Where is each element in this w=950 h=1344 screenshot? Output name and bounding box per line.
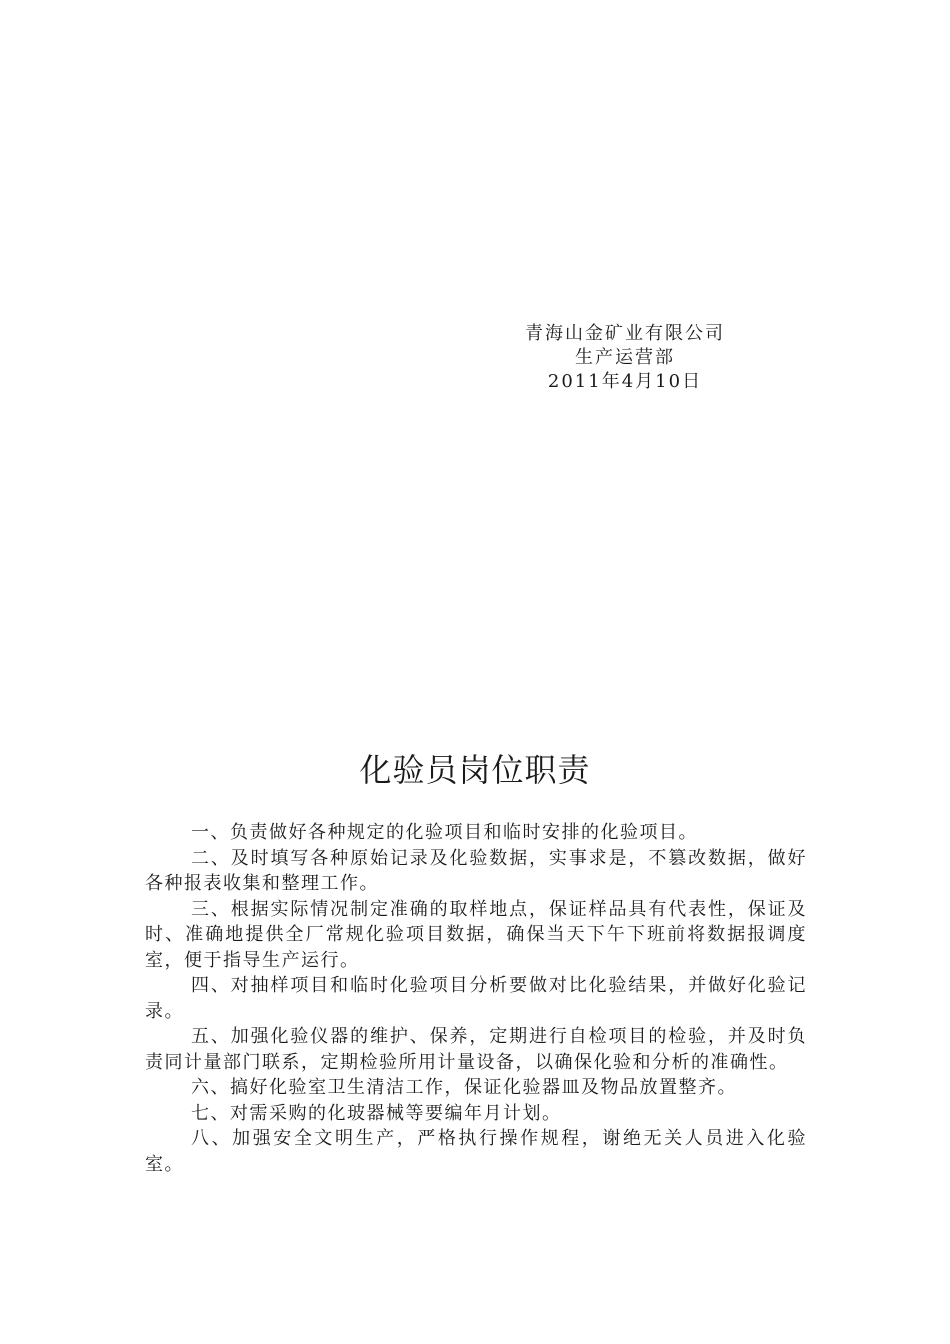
duties-list (145, 820, 807, 1177)
document-title: 化验员岗位职责 (359, 751, 591, 789)
company-name: 青海山金矿业有限公司 (525, 323, 725, 344)
duty-item: 八、加强安全文明生产，严格执行操作规程，谢绝无关人员进入化验室。 (145, 1128, 807, 1175)
duty-item: 三、根据实际情况制定准确的取样地点，保证样品具有代表性，保证及时、准确地提供全厂常规化验项目数据，确保当天下午下班前将数据报调度室，便于指导生产运行。 (145, 898, 807, 971)
duty-item: 五、加强化验仪器的维护、保养，定期进行自检项目的检验，并及时负责同计量部门联系，定期检验所用计量设备，以确保化验和分析的准确性。 (145, 1026, 807, 1073)
duty-item: 二、及时填写各种原始记录及化验数据，实事求是，不篡改数据，做好各种报表收集和整理工作。 (145, 847, 807, 894)
duty-item: 一、负责做好各种规定的化验项目和临时安排的化验项目。 (191, 822, 698, 843)
department-name: 生产运营部 (575, 347, 675, 368)
duty-item: 四、对抽样项目和临时化验项目分析要做对比化验结果，并做好化验记录。 (145, 975, 807, 1022)
duty-item: 七、对需采购的化玻器械等要编年月计划。 (191, 1102, 562, 1124)
duty-item: 六、搞好化验室卫生清洁工作，保证化验器皿及物品放置整齐。 (191, 1077, 737, 1098)
signature-block (500, 322, 750, 394)
signature-date: 2011年4月10日 (547, 371, 703, 392)
